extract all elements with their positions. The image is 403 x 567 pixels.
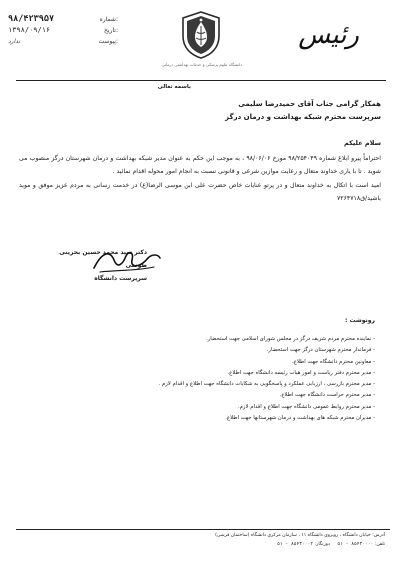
recipient-block — [21, 98, 381, 124]
cc-item: - معاونین محترم دانشگاه جهت اطلاع. — [291, 358, 375, 365]
fax-number: ۸۵۴۳۰۰۰۲ - ۵۱ — [277, 541, 314, 547]
letter-number-label: شماره: — [99, 16, 118, 23]
letter-number-row — [8, 14, 118, 25]
fax-label: دورنگار: — [314, 541, 331, 547]
signatory-role: سرپرست دانشگاه — [94, 275, 147, 282]
body-paragraph-2: امید است با اتکال به خداوند متعال و در پرتو عنایات خاص حضرت علی ابن موسی الرضا(ع) در خدمت رسانی به مردم عزیز موفق و موید باشید/ق۷۲۶۴۷۱۸ — [19, 181, 381, 202]
address-label: آدرس: — [372, 533, 385, 538]
letter-date-label: تاریخ: — [104, 27, 118, 34]
university-emblem-icon — [178, 10, 224, 60]
header-divider — [16, 80, 386, 81]
cc-item: - فرماندار محترم شهرستان درگز جهت استحضار. — [266, 347, 375, 354]
letter-footer — [13, 532, 385, 549]
letter-reference-block — [8, 14, 118, 47]
recipient-name: همکار گرامی جناب آقای حمیدرضا سلیمی — [238, 100, 381, 108]
cc-item: - مدیر محترم بازرسی ، ارزیابی عملکرد و پاسخگویی به شکایات دانشگاه جهت اطلاع و اقدام لازم . — [158, 381, 375, 388]
letter-attachment-row — [8, 36, 118, 47]
cc-item: - مدیر محترم حراست دانشگاه جهت اطلاع. — [279, 392, 375, 399]
letter-number: ۹۸/۴۲۳۹۵۷ — [8, 14, 55, 24]
signatory-name: دکتر سید محمد حسین بحرینی طوسی — [59, 249, 147, 269]
letter-title: رئیس — [298, 20, 359, 50]
footer-divider — [16, 529, 390, 530]
basmala-heading: باسمه تعالی — [157, 84, 191, 90]
body-paragraph-1: احتراماً پیرو ابلاغ شماره ۹۸/۲۵۴۰۴۹ مورخ ۹۸/۰۶/۰۶ ، به موجب این حکم به عنوان مدیر شبکه بهداشت و درمان شهرستان درگز منصوب می شوید . تا با یاری خداوند متعال و رعایت موازین شرعی و قانونی نسبت به انجام امور محوله اقدام نمائید . — [19, 155, 381, 176]
recipient-position: سرپرست محترم شبکه بهداشت و درمان درگز — [225, 113, 381, 121]
cc-title: رونوشت : — [345, 317, 375, 324]
footer-address-line — [13, 532, 385, 541]
letter-body — [19, 152, 381, 205]
letter-attachment-label: پیوست: — [98, 38, 118, 45]
letter-date: ۱۳۹۸/۰۹/۱۶ — [8, 26, 51, 34]
greeting: سلام علیکم — [344, 139, 381, 147]
footer-contact-line — [13, 541, 385, 550]
emblem-caption: دانشگاه علوم پزشکی و خدمات بهداشتی درمانی — [161, 62, 242, 67]
letter-date-row — [8, 25, 118, 36]
letter-attachment-value: ندارد — [8, 38, 21, 45]
phone-number: ۸۵۴۳۰۰۰۰ - ۵۱ — [337, 541, 374, 547]
cc-item: - مدیر محترم دفتر ریاست و امور هیات رئیسه دانشگاه جهت اطلاع. — [227, 369, 375, 376]
address-text: خیابان دانشگاه ، روبروی دانشگاه ۱۱ ، سازمان مرکزی دانشگاه (ساختمان قرشی) — [215, 533, 371, 538]
phone-label: تلفن: — [374, 541, 385, 547]
cc-item: - مدیران محترم شبکه های بهداشت و درمان شهرستانها جهت اطلاع. — [225, 415, 375, 422]
signature-block — [47, 246, 147, 285]
cc-item: - نماینده محترم مردم شریف درگز در مجلس شورای اسلامی جهت استحضار. — [206, 336, 375, 342]
cc-list — [15, 334, 375, 424]
cc-item: - مدیر محترم روابط عمومی دانشگاه جهت اطلاع و اقدام لازم. — [237, 403, 375, 410]
